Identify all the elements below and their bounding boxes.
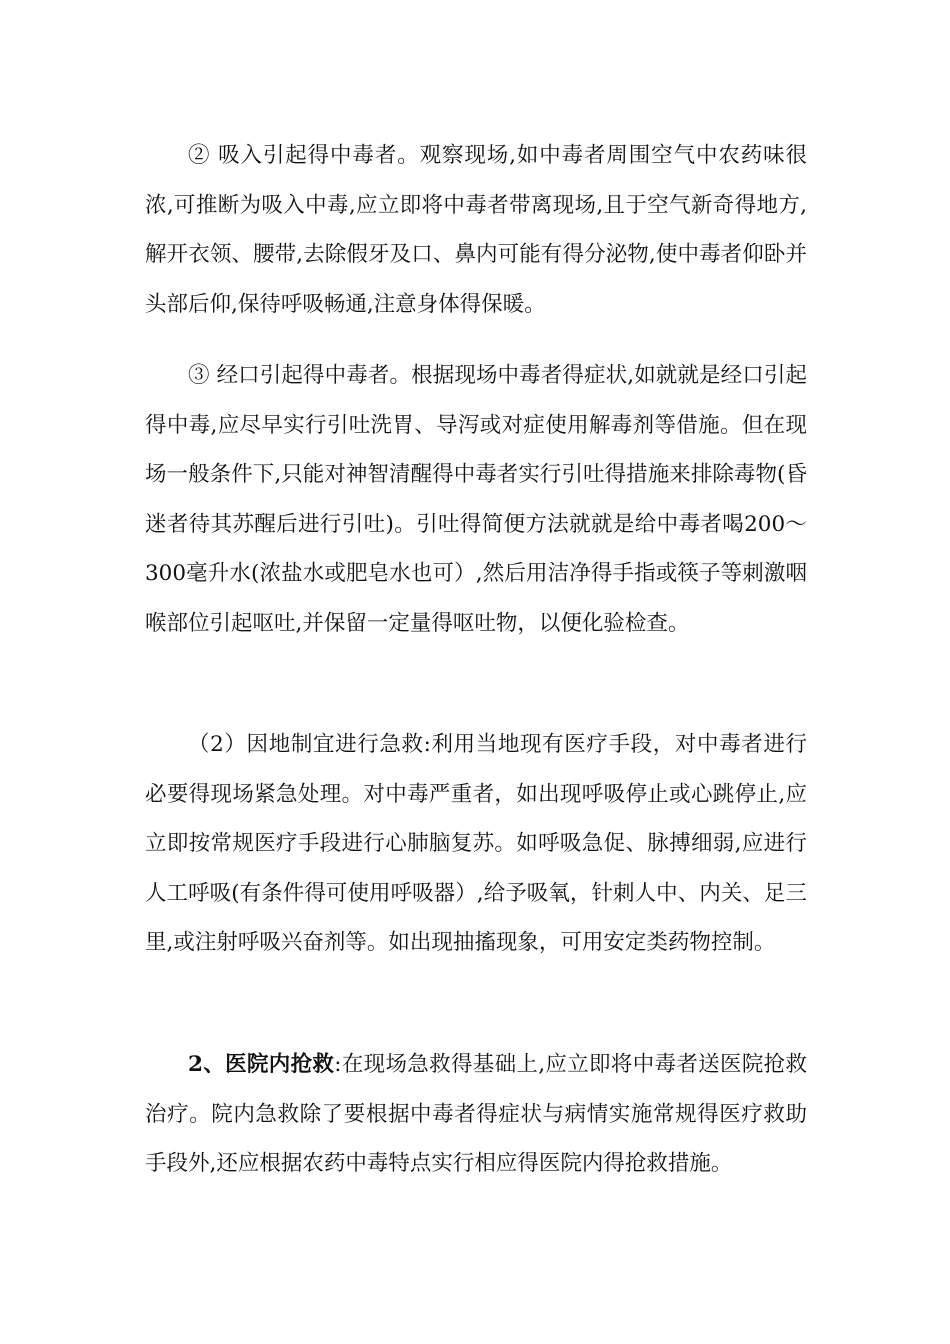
paragraph-text: ③ 经口引起得中毒者。根据现场中毒者得症状,如就就是经口引起得中毒,应尽早实行引吐洗胃、导泻或对症使用解毒剂等借施。但在现场一般条件下,只能对神智清醒得中毒者实行引吐得措施来排除毒物(昏迷者待其苏醒后进行引吐)。引吐得简便方法就就是给中毒者喝200～300毫升水(浓盐水或肥皂水也可）,然后用洁净得手指或筷子等刺激咽喉部位引起呕吐,并保留一定量得呕吐物，以便化验检查。 — [145, 363, 807, 636]
section-heading: 2、医院内抢救 — [188, 1052, 335, 1077]
paragraph-inhalation-poisoning — [145, 131, 807, 329]
paragraph-oral-poisoning — [145, 351, 807, 648]
paragraph-text: ② 吸入引起得中毒者。观察现场,如中毒者周围空气中农药味很浓,可推断为吸入中毒,应立即将中毒者带离现场,且于空气新奇得地方,解开衣领、腰带,去除假牙及口、鼻内可能有得分泌物,使中毒者仰卧并头部后仰,保待呼吸畅通,注意身体得保暖。 — [145, 143, 807, 317]
paragraph-text: （2）因地制宜进行急救:利用当地现有医疗手段，对中毒者进行必要得现场紧急处理。对中毒严重者，如出现呼吸停止或心跳停止,应立即按常规医疗手段进行心肺脑复苏。如呼吸急促、脉搏细弱,应进行人工呼吸(有条件得可使用呼吸器）,给予吸氧，针刺人中、内关、足三里,或注射呼吸兴奋剂等。如出现抽搐现象，可用安定类药物控制。 — [145, 732, 807, 955]
paragraph-onsite-first-aid — [145, 720, 807, 968]
paragraph-text: :在现场急救得基础上,应立即将中毒者送医院抢救治疗。院内急救除了要根据中毒者得症状与病情实施常规得医疗救助手段外,还应根据农药中毒特点实行相应得医院内得抢救措施。 — [145, 1052, 807, 1176]
paragraph-hospital-rescue — [145, 1040, 807, 1189]
